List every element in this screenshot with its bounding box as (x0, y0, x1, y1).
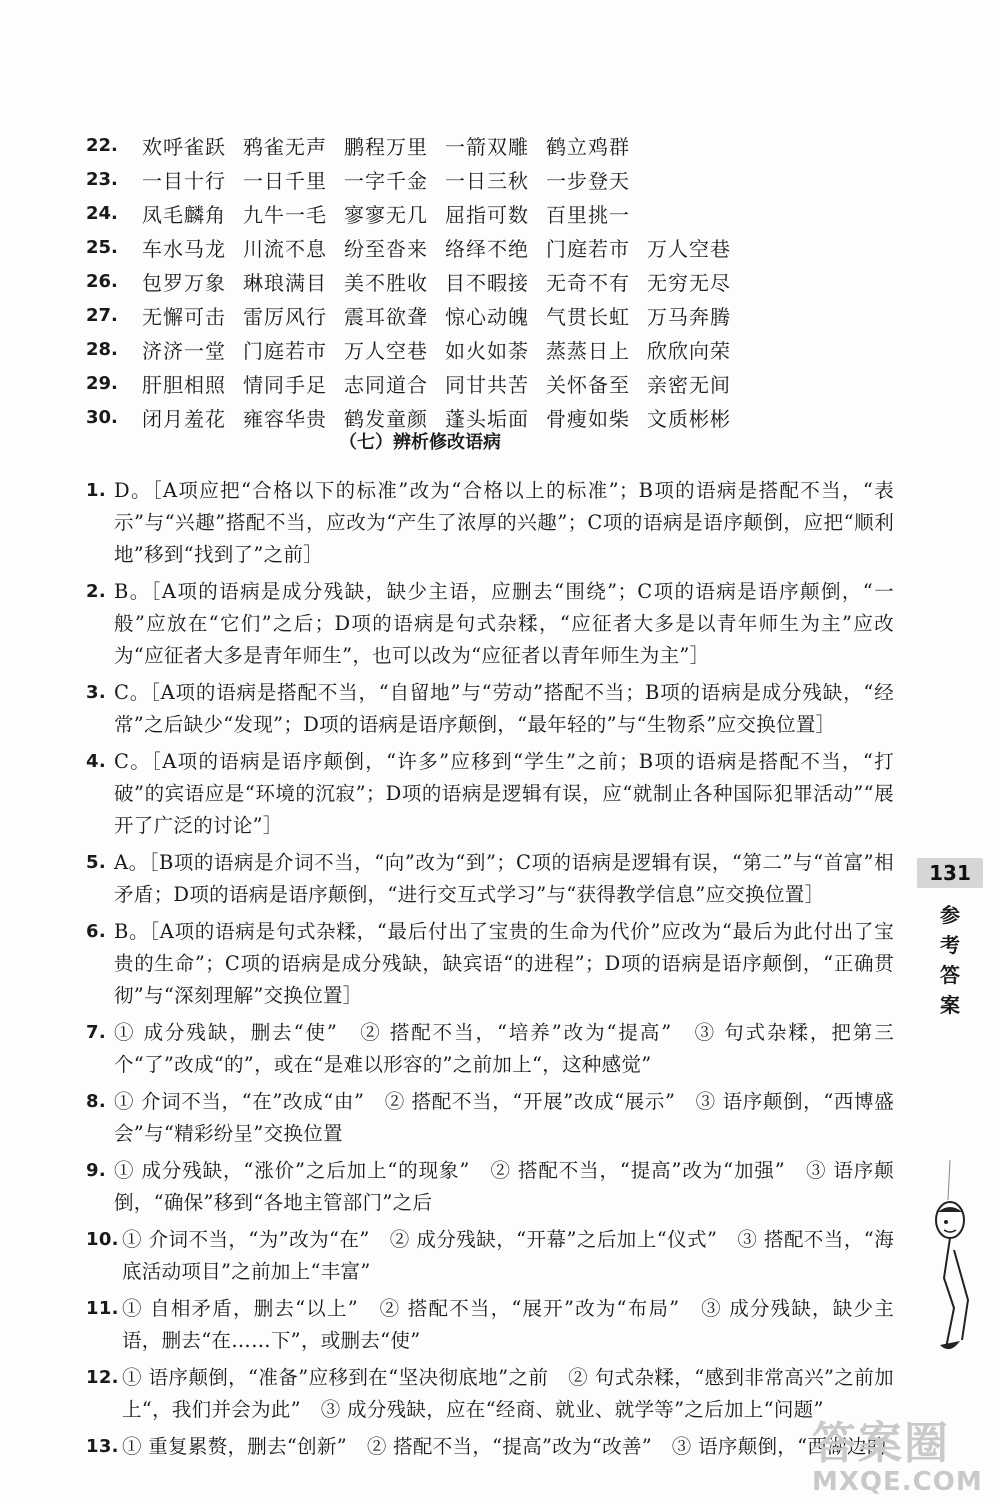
answer-item (86, 916, 894, 1012)
answer-text: ① 成分残缺，删去“使” ② 搭配不当，“培养”改为“提高” ③ 句式杂糅，把第三个“了”改成“的”，或在“是难以形容的”之前加上“，这种感觉” (114, 1021, 894, 1076)
idiom-row (86, 332, 748, 366)
idiom-word: 寥寥无几 (344, 202, 428, 227)
idiom-word: 鹏程万里 (344, 134, 428, 159)
idiom-word: 惊心动魄 (445, 304, 529, 329)
idiom-word: 关怀备至 (546, 372, 630, 397)
answer-number: 3. (86, 682, 106, 703)
idiom-word (647, 162, 748, 196)
idiom-word (647, 128, 748, 162)
idiom-word: 气贯长虹 (546, 304, 630, 329)
answer-item (86, 1293, 894, 1357)
idiom-row-number: 24. (86, 202, 118, 224)
idiom-row (86, 366, 748, 400)
idiom-word (647, 196, 748, 230)
answer-number: 13. (86, 1436, 119, 1457)
idiom-row (86, 264, 748, 298)
idiom-word: 同甘共苦 (445, 372, 529, 397)
answer-item (86, 1155, 894, 1219)
idiom-word: 络绎不绝 (445, 236, 529, 261)
idiom-row-number: 22. (86, 134, 118, 156)
idiom-row (86, 162, 748, 196)
answer-number: 10. (86, 1229, 119, 1250)
answer-item (86, 1017, 894, 1081)
answer-number: 1. (86, 480, 106, 501)
idiom-word: 一箭双雕 (445, 134, 529, 159)
watermark-logo-text: 答案圈 (812, 1418, 950, 1469)
answer-item (86, 677, 894, 741)
side-label-char: 案 (940, 993, 960, 1017)
idiom-word: 一目十行 (142, 168, 226, 193)
idiom-word: 万人空巷 (647, 236, 731, 261)
answer-number: 6. (86, 921, 106, 942)
answer-number: 9. (86, 1160, 106, 1181)
idiom-word: 志同道合 (344, 372, 428, 397)
idiom-word: 门庭若市 (243, 338, 327, 363)
answer-number: 11. (86, 1298, 119, 1319)
idiom-word: 川流不息 (243, 236, 327, 261)
idiom-row-number: 28. (86, 338, 118, 360)
side-label-char: 参 (940, 903, 960, 927)
answer-item (86, 576, 894, 672)
section-title: （七）辨析修改语病 (339, 432, 501, 453)
idiom-word: 鹤发童颜 (344, 406, 428, 431)
idiom-word: 凤毛麟角 (142, 202, 226, 227)
answer-number: 12. (86, 1367, 119, 1388)
idiom-word: 无懈可击 (142, 304, 226, 329)
idiom-word: 欣欣向荣 (647, 338, 731, 363)
idiom-word: 雷厉风行 (243, 304, 327, 329)
idiom-word: 九牛一毛 (243, 202, 327, 227)
side-label (935, 900, 965, 1020)
idiom-word: 纷至沓来 (344, 236, 428, 261)
page-number: 131 (917, 858, 983, 888)
idiom-word: 目不暇接 (445, 270, 529, 295)
idiom-row (86, 298, 748, 332)
idiom-word: 万马奔腾 (647, 304, 731, 329)
answer-item (86, 1224, 894, 1288)
answer-text: B。［A项的语病是成分残缺，缺少主语，应删去“围绕”；C项的语病是语序颠倒，“一般”应放在“它们”之后；D项的语病是句式杂糅，“应征者大多是以青年师生为主”应改为“应征者大多是青年师生”，也可以改为“应征者以青年师生为主”］ (114, 580, 894, 667)
idiom-word: 车水马龙 (142, 236, 226, 261)
answer-text: ① 成分残缺，“涨价”之后加上“的现象” ② 搭配不当，“提高”改为“加强” ③ 语序颠倒，“确保”移到“各地主管部门”之后 (114, 1159, 894, 1214)
idiom-row-number: 29. (86, 372, 118, 394)
idiom-word: 文质彬彬 (647, 406, 731, 431)
idiom-word: 无奇不有 (546, 270, 630, 295)
answer-item (86, 746, 894, 842)
idiom-table (86, 128, 748, 434)
idiom-row-number: 26. (86, 270, 118, 292)
idiom-word: 济济一堂 (142, 338, 226, 363)
idiom-word: 一字千金 (344, 168, 428, 193)
answer-text: ① 语序颠倒，“准备”应移到在“坚决彻底地”之前 ② 句式杂糅，“感到非常高兴”之前加上“，我们并会为此” ③ 成分残缺，应在“经商、就业、就学等”之后加上“问题” (122, 1366, 894, 1421)
idiom-word: 门庭若市 (546, 236, 630, 261)
idiom-word: 一日千里 (243, 168, 327, 193)
answer-number: 8. (86, 1091, 106, 1112)
answer-list (86, 475, 894, 1468)
idiom-word: 一步登天 (546, 168, 630, 193)
side-label-char: 答 (940, 963, 960, 987)
answer-item (86, 847, 894, 911)
idiom-row (86, 230, 748, 264)
answer-item (86, 1086, 894, 1150)
answer-text: C。［A项的语病是搭配不当，“自留地”与“劳动”搭配不当；B项的语病是成分残缺，“经常”之后缺少“发现”；D项的语病是语序颠倒，“最年轻的”与“生物系”应交换位置］ (114, 681, 894, 736)
idiom-word: 肝胆相照 (142, 372, 226, 397)
idiom-word: 蓬头垢面 (445, 406, 529, 431)
answer-text: D。［A项应把“合格以下的标准”改为“合格以上的标准”；B项的语病是搭配不当，“表示”与“兴趣”搭配不当，应改为“产生了浓厚的兴趣”；C项的语病是语序颠倒，应把“顺利地”移到“找到了”之前］ (114, 479, 894, 566)
climbing-figure-illustration (920, 1160, 980, 1380)
answer-number: 2. (86, 581, 106, 602)
idiom-word: 包罗万象 (142, 270, 226, 295)
idiom-word: 琳琅满目 (243, 270, 327, 295)
answer-text: B。［A项的语病是句式杂糅，“最后付出了宝贵的生命为代价”应改为“最后为此付出了宝贵的生命”；C项的语病是成分残缺，缺宾语“的进程”；D项的语病是语序颠倒，“正确贯彻”与“深刻理解”交换位置］ (114, 920, 894, 1007)
watermark (812, 1420, 983, 1496)
idiom-word: 情同手足 (243, 372, 327, 397)
answer-text: ① 介词不当，“为”改为“在” ② 成分残缺，“开幕”之后加上“仪式” ③ 搭配不当，“海底活动项目”之前加上“丰富” (122, 1228, 894, 1283)
idiom-word: 屈指可数 (445, 202, 529, 227)
answer-number: 4. (86, 751, 106, 772)
idiom-row-number: 27. (86, 304, 118, 326)
answer-number: 7. (86, 1022, 106, 1043)
idiom-word: 闭月羞花 (142, 406, 226, 431)
watermark-url: MXQE.COM (812, 1467, 983, 1497)
idiom-word: 如火如荼 (445, 338, 529, 363)
idiom-row (86, 196, 748, 230)
idiom-word: 百里挑一 (546, 202, 630, 227)
idiom-word: 美不胜收 (344, 270, 428, 295)
answer-item (86, 475, 894, 571)
answer-text: ① 重复累赘，删去“创新” ② 搭配不当，“提高”改为“改善” ③ 语序颠倒，“西湖边的 (122, 1435, 887, 1458)
idiom-row-number: 25. (86, 236, 118, 258)
idiom-word: 雍容华贵 (243, 406, 327, 431)
answer-text: ① 自相矛盾，删去“以上” ② 搭配不当，“展开”改为“布局” ③ 成分残缺，缺少主语，删去“在……下”，或删去“使” (122, 1297, 894, 1352)
answer-item (86, 1362, 894, 1426)
idiom-word: 亲密无间 (647, 372, 731, 397)
side-label-char: 考 (940, 933, 960, 957)
idiom-row-number: 23. (86, 168, 118, 190)
idiom-word: 欢呼雀跃 (142, 134, 226, 159)
idiom-word: 震耳欲聋 (344, 304, 428, 329)
idiom-row (86, 128, 748, 162)
answer-number: 5. (86, 852, 106, 873)
idiom-word: 鹤立鸡群 (546, 134, 630, 159)
idiom-row-number: 30. (86, 406, 118, 428)
idiom-word: 万人空巷 (344, 338, 428, 363)
answer-text: A。［B项的语病是介词不当，“向”改为“到”；C项的语病是逻辑有误，“第二”与“首富”相矛盾；D项的语病是语序颠倒，“进行交互式学习”与“获得教学信息”应交换位置］ (114, 851, 894, 906)
idiom-word: 一日三秋 (445, 168, 529, 193)
idiom-word: 蒸蒸日上 (546, 338, 630, 363)
answer-text: ① 介词不当，“在”改成“由” ② 搭配不当，“开展”改成“展示” ③ 语序颠倒，“西博盛会”与“精彩纷呈”交换位置 (114, 1090, 894, 1145)
idiom-word: 骨瘦如柴 (546, 406, 630, 431)
answer-item (86, 1431, 894, 1463)
idiom-word: 无穷无尽 (647, 270, 731, 295)
idiom-word: 鸦雀无声 (243, 134, 327, 159)
answer-text: C。［A项的语病是语序颠倒，“许多”应移到“学生”之前；B项的语病是搭配不当，“打破”的宾语应是“环境的沉寂”；D项的语病是逻辑有误，应“就制止各种国际犯罪活动”“展开了广泛的讨论”］ (114, 750, 894, 837)
